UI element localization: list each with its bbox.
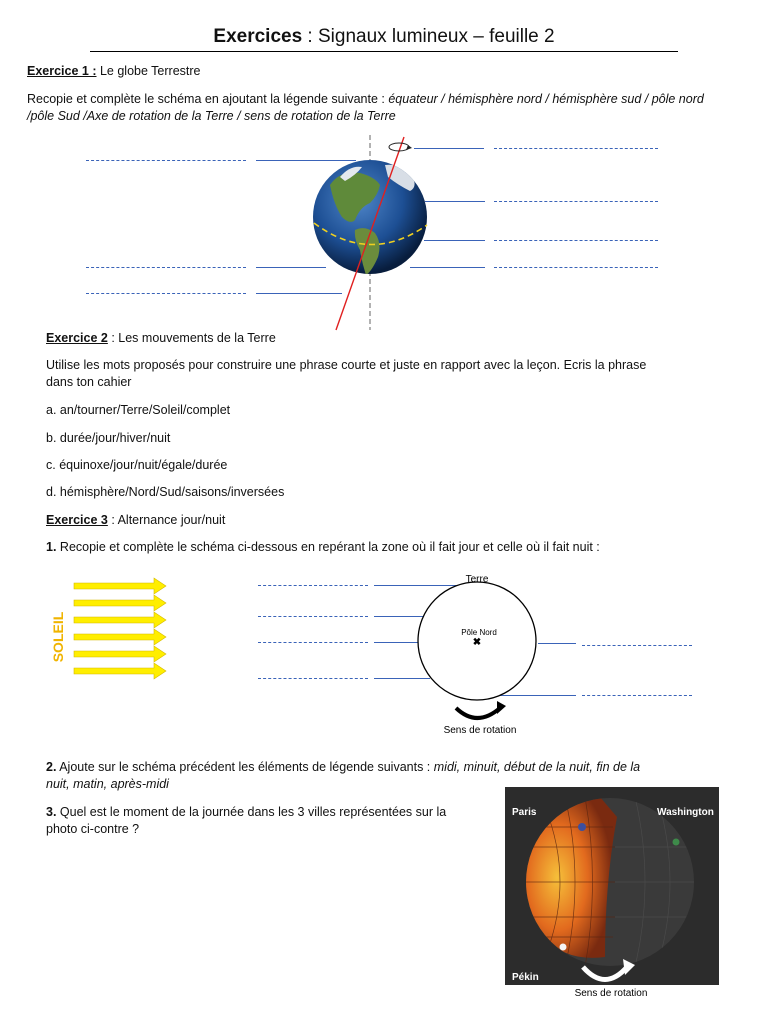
page-title [0,26,768,48]
sun-ray-arrow [74,646,166,662]
ex3-blank-line-2 [258,616,368,617]
ex3-q2-italic-2: nuit, matin, après-midi [46,777,169,791]
ex1-instruction-start: Recopie et complète le schéma en ajoutant la légende suivante : [27,92,389,106]
ex2-item-d: d. hémisphère/Nord/Sud/saisons/inversées [46,485,285,499]
ex1-label: Exercice 1 : [27,64,97,78]
washington-marker [673,839,680,846]
ex2-item-b: b. durée/jour/hiver/nuit [46,431,171,445]
ex1-instruction-italic-1: équateur / hémisphère nord / hémisphère sud / pôle nord [388,92,704,106]
ex1-blank-line-6 [494,240,658,241]
ex3-q2-num: 2. [46,760,57,774]
sun-ray-arrow [74,663,166,679]
pekin-marker [560,944,567,951]
ex3-q3 [46,804,486,838]
ex1-heading [27,63,201,80]
ex1-instruction-italic-2: /pôle Sud /Axe de rotation de la Terre / sens de rotation de la Terre [27,109,396,123]
ex2-instruction [46,357,726,391]
ex1-title: Le globe Terrestre [96,64,201,78]
ex1-blank-line-5 [494,201,658,202]
ex2-label: Exercice 2 [46,331,108,345]
ex3-blank-line-1 [258,585,368,586]
ex3-blank-line-5 [582,645,692,646]
photo-city-pekin: Pékin [512,972,539,983]
ex3-heading [46,512,225,529]
ex3-q3-text-1: Quel est le moment de la journée dans les 3 villes représentées sur la [56,805,447,819]
ex1-blank-line-3 [86,293,246,294]
sun-ray-arrow [74,612,166,628]
ex3-blank-line-6 [582,695,692,696]
earth-label: Terre [465,574,489,585]
ex3-blank-line-3 [258,642,368,643]
ex3-q1 [46,539,746,556]
photo-city-paris: Paris [512,807,537,818]
page-title-rest: : Signaux lumineux – feuille 2 [302,26,555,47]
ex2-instruction-1: Utilise les mots proposés pour construire une phrase courte et juste en rapport avec la leçon. Ecris la phrase [46,358,647,372]
ex2-heading [46,330,276,347]
ex3-label: Exercice 3 [46,513,108,527]
ex3-q1-text: Recopie et complète le schéma ci-dessous en repérant la zone où il fait jour et celle où il fait nuit : [56,540,600,554]
ex3-title: : Alternance jour/nuit [107,513,226,527]
paris-marker [578,823,586,831]
rotation-label: Sens de rotation [443,725,517,736]
globe-diagram [300,125,440,335]
sun-label [48,611,68,663]
photo-city-washington: Washington [657,807,714,818]
page-title-bold: Exercices [213,26,303,47]
ex1-blank-line-2 [86,267,246,268]
ex1-blank-line-4 [494,148,658,149]
ex1-instruction [27,91,747,125]
photo-caption: Sens de rotation [574,988,648,999]
ex1-blank-line-7 [494,267,658,268]
pole-cross-icon: ✖ [472,637,482,648]
ex3-q2-italic-1: midi, minuit, début de la nuit, fin de la [433,760,641,774]
rotation-arrow-icon [456,708,500,718]
title-rule [90,51,678,52]
earth-photo [505,787,719,1002]
ex3-blank-line-4 [258,678,368,679]
ex2-item-c: c. équinoxe/jour/nuit/égale/durée [46,458,228,472]
ex3-q2-text: Ajoute sur le schéma précédent les éléments de légende suivants : [56,760,434,774]
sun-ray-arrow [74,595,166,611]
ex3-q1-num: 1. [46,540,57,554]
ex3-q3-text-2: photo ci-contre ? [46,822,140,836]
sun-label-text: SOLEIL [50,611,66,663]
ex2-item-a: a. an/tourner/Terre/Soleil/complet [46,403,231,417]
ex2-instruction-2: dans ton cahier [46,375,132,389]
ex1-blank-line-1 [86,160,246,161]
pole-label: Pôle Nord [461,628,497,637]
earth-top-view [400,568,560,743]
sun-ray-arrow [74,578,166,594]
ex2-title: : Les mouvements de la Terre [107,331,276,345]
sun-ray-arrow [74,629,166,645]
ex3-q3-num: 3. [46,805,57,819]
